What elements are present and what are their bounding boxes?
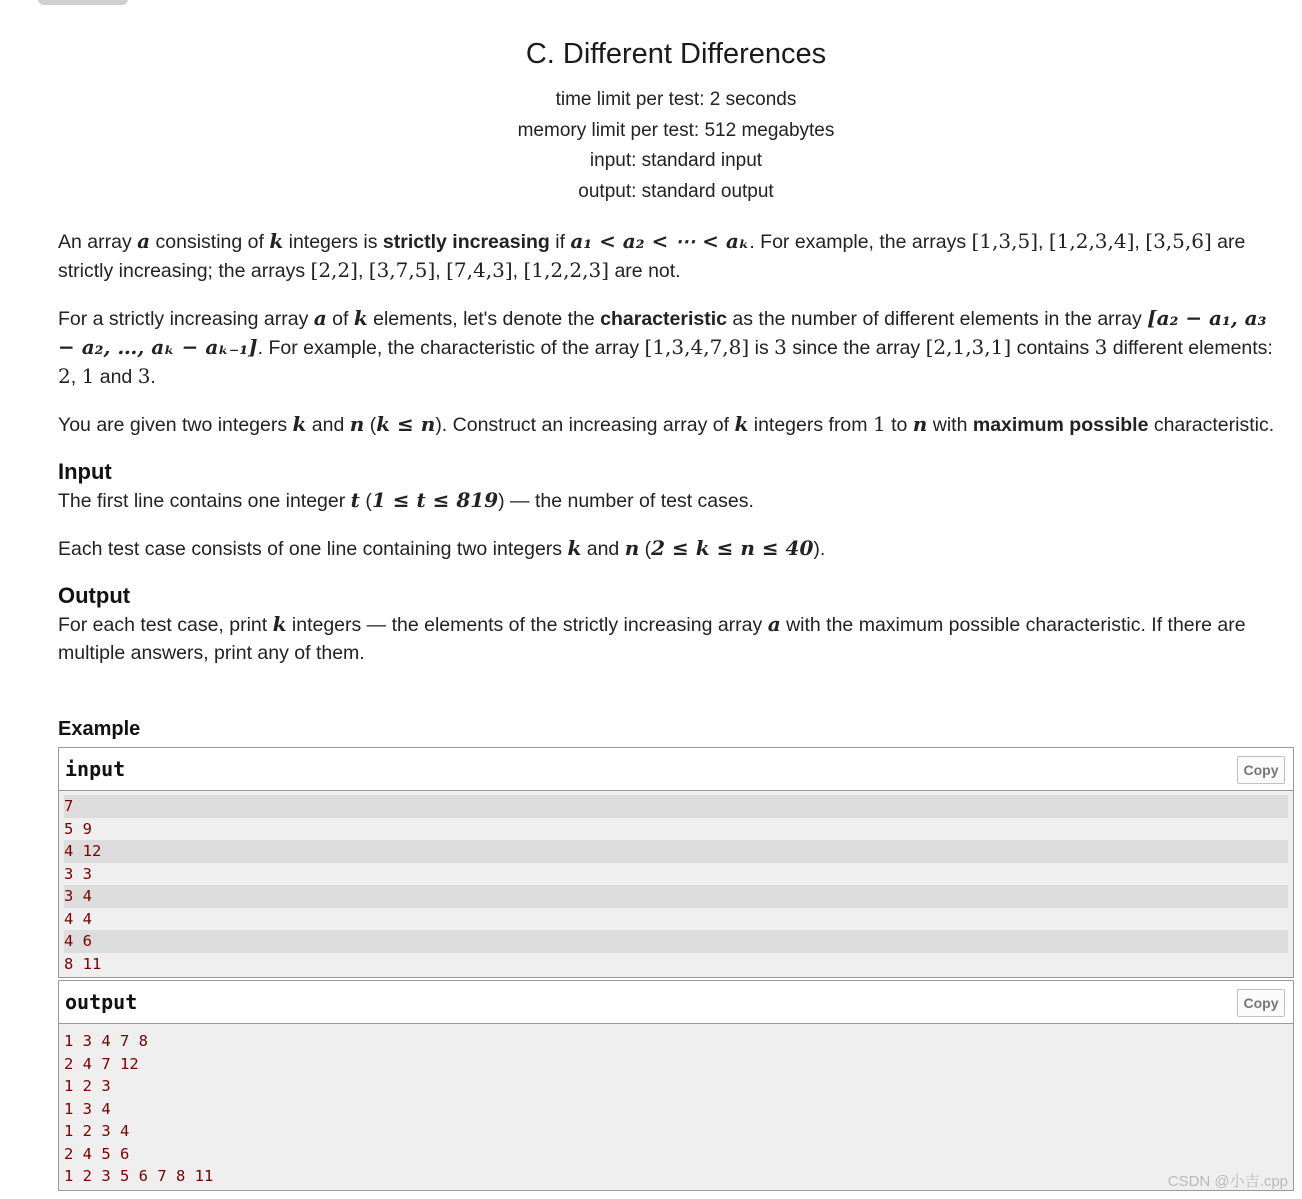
problem-title: C. Different Differences [525, 38, 827, 70]
math: [1,3,4,7,8] [644, 335, 750, 359]
bold-term: strictly increasing [382, 231, 550, 253]
math: [2,2] [310, 258, 358, 282]
math: k [269, 229, 284, 253]
sample-line: 1 3 4 [64, 1099, 111, 1118]
math: 1 [81, 364, 95, 388]
text: . [150, 366, 156, 388]
statement-paragraph-1: An array a consisting of k integers is strictly increasing if a₁ < a₂ < ⋯ < aₖ. For example, the arrays [1,3,5], [1,2,3,4], [3,5,6] are strictly increasing; the arrays [2,2], [3,7,5], [7,4,3], [1,2,2,3] are not. [58, 229, 1246, 282]
text: with the maximum possible characteristic. If there are multiple answers, print any of them. [58, 614, 1246, 664]
math: n [349, 412, 365, 436]
sample-output-header [59, 981, 1293, 1024]
sample-line: 1 3 4 7 8 [64, 1032, 148, 1050]
math: [1,2,2,3] [523, 258, 610, 282]
math: a [313, 306, 327, 330]
text: with [927, 414, 973, 436]
sample-line: 2 4 7 12 [64, 1054, 139, 1073]
statement-paragraph-3 [58, 410, 1290, 439]
problem-header [0, 38, 1302, 207]
math: 1 [872, 412, 886, 436]
top-tab[interactable] [38, 0, 128, 5]
statement-paragraph-2 [58, 304, 1290, 391]
math: [a₂ − a₁, a₃ − a₂, …, aₖ − aₖ₋₁] [58, 306, 1267, 359]
time-limit: time limit per test: 2 seconds [555, 89, 797, 110]
math: k ≤ n [376, 412, 436, 436]
sample-input-box [58, 747, 1294, 978]
bold-term: maximum possible [972, 414, 1149, 436]
text: . For example, the arrays [749, 231, 972, 253]
math: a [767, 612, 781, 636]
text: and [581, 538, 625, 560]
sample-line: 7 [64, 795, 1288, 818]
copy-input-button[interactable]: Copy [1237, 756, 1285, 784]
text: ) — the number of test cases. [498, 490, 754, 512]
text: ( [364, 414, 377, 436]
sample-line: 3 3 [64, 864, 92, 883]
text: contains [1011, 337, 1095, 359]
math: n [624, 536, 640, 560]
text: to [885, 414, 913, 436]
math: 2 [58, 364, 71, 388]
text: characteristic. [1148, 414, 1275, 436]
math: 1 ≤ t ≤ 819 [371, 488, 499, 512]
text: if [549, 231, 571, 253]
math: 2 ≤ k ≤ n ≤ 40 [651, 536, 814, 560]
math: [3,5,6] [1145, 229, 1212, 253]
input-paragraph-2 [58, 534, 1290, 563]
math: 3 [774, 335, 787, 359]
text: ( [639, 538, 652, 560]
text: For a strictly increasing array [58, 308, 314, 330]
math: a [137, 229, 151, 253]
math: 3 [137, 364, 151, 388]
sample-line: 1 2 3 5 6 7 8 11 [64, 1167, 214, 1185]
math: k [734, 412, 749, 436]
math: k [353, 306, 368, 330]
text: ). Construct an increasing array of [435, 414, 735, 436]
input-spec: input: standard input [589, 150, 763, 171]
text: integers — the elements of the strictly increasing array [286, 614, 768, 636]
sample-line: 3 4 [64, 885, 1288, 908]
text: . For example, the characteristic of the array [257, 337, 645, 359]
text: consisting of [150, 231, 270, 253]
sample-line: 1 2 3 [64, 1077, 111, 1095]
math: a₁ < a₂ < ⋯ < aₖ [570, 229, 750, 253]
sample-output-box [58, 980, 1294, 1191]
text: integers is [283, 231, 383, 253]
text: You are given two integers [58, 414, 293, 436]
memory-limit: memory limit per test: 512 megabytes [517, 119, 835, 141]
bold-term: characteristic [600, 308, 727, 330]
math: t [350, 488, 360, 512]
math: [7,4,3] [446, 258, 513, 282]
math: k [567, 536, 582, 560]
watermark: CSDN @小吉.cpp [1167, 1173, 1288, 1190]
text: as the number of different elements in the array [726, 308, 1148, 330]
text: , [70, 366, 82, 388]
sample-input-header [59, 748, 1293, 791]
sample-output-body [59, 1024, 1293, 1190]
text: An array [58, 231, 138, 253]
sample-line: 5 9 [64, 819, 92, 838]
sample-input-body [59, 791, 1293, 977]
math: k [292, 412, 307, 436]
math: 3 [1094, 335, 1108, 359]
text: and [94, 366, 138, 388]
text: elements, let's denote the [367, 308, 601, 330]
text: Each test case consists of one line containing two integers [58, 538, 568, 560]
text: are strictly increasing; the arrays [58, 231, 1246, 282]
text: and [306, 414, 350, 436]
math: [1,3,5] [971, 229, 1038, 253]
sample-line: 4 6 [64, 930, 1288, 953]
output-paragraph-1 [58, 610, 1290, 667]
sample-line: 4 12 [64, 840, 1288, 863]
text: ( [359, 490, 372, 512]
sample-line: 1 2 3 4 [64, 1122, 130, 1140]
sample-output-label: output [65, 990, 138, 1014]
problem-statement [58, 227, 1290, 686]
text: integers from [748, 414, 873, 436]
math: k [272, 612, 287, 636]
text: of [326, 308, 354, 330]
sample-line: 4 4 [64, 909, 92, 928]
input-section-title: Input [58, 459, 112, 484]
math: n [912, 412, 928, 436]
text: ). [813, 538, 826, 560]
text: are not. [609, 260, 681, 282]
sample-line: 8 11 [64, 954, 102, 973]
input-paragraph-1 [58, 486, 1290, 515]
text: For each test case, print [58, 614, 273, 636]
text: since the array [786, 337, 926, 359]
sample-input-label: input [65, 757, 126, 781]
text: is [749, 337, 775, 359]
math: [2,1,3,1] [925, 335, 1012, 359]
math: [1,2,3,4] [1048, 229, 1135, 253]
math: [3,7,5] [368, 258, 436, 282]
output-section-title: Output [58, 583, 131, 608]
copy-output-button[interactable]: Copy [1237, 989, 1285, 1017]
example-title: Example [58, 718, 141, 740]
text: The first line contains one integer [58, 490, 351, 512]
output-spec: output: standard output [578, 180, 774, 202]
sample-line: 2 4 5 6 [64, 1144, 130, 1163]
text: different elements: [1107, 337, 1273, 359]
